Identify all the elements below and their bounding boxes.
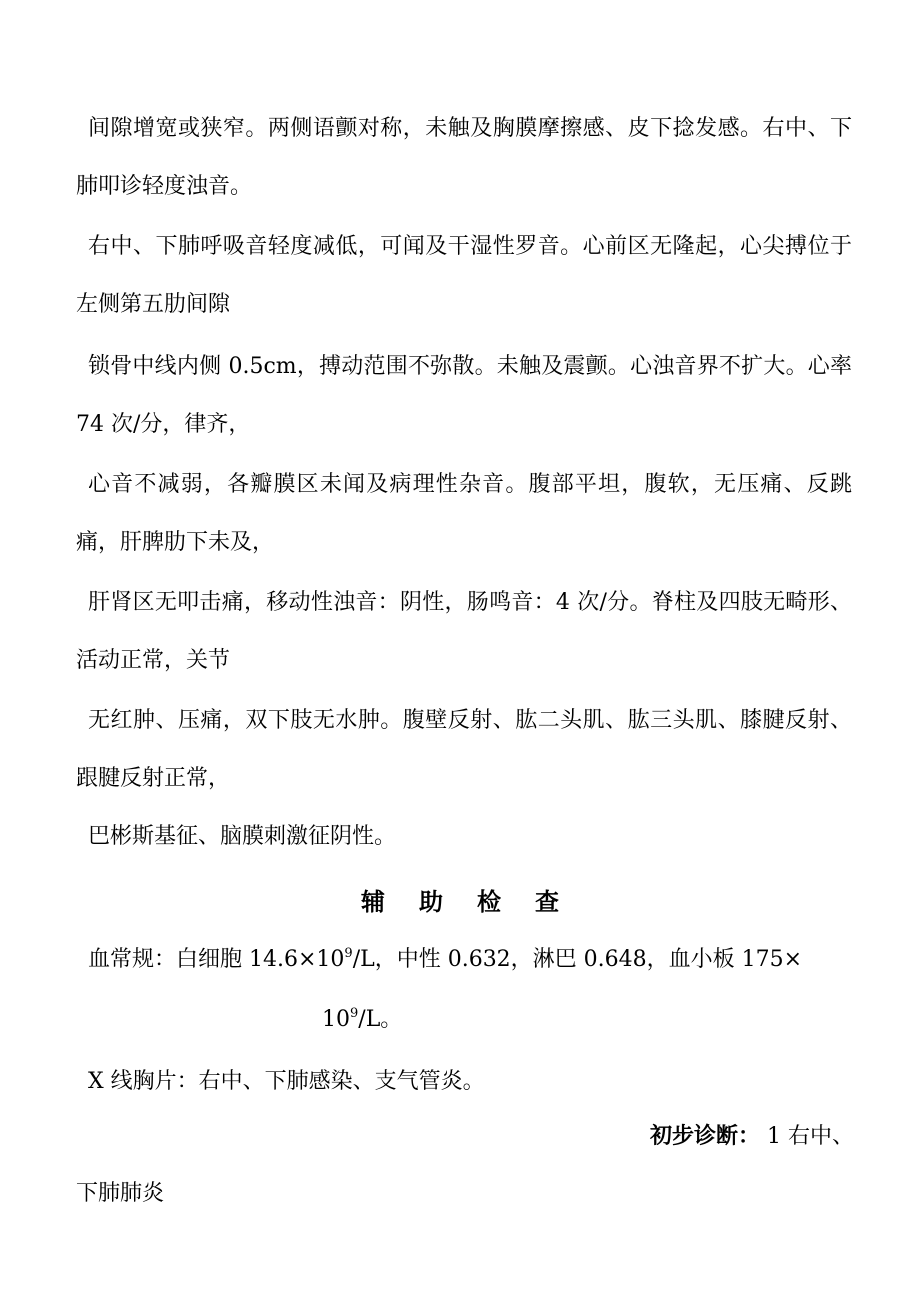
section-heading-auxiliary-exam: 辅助检查 [361, 887, 593, 916]
blood-text-b: /L，中性 0.632，淋巴 0.648，血小板 175× [352, 947, 803, 972]
exam-paragraph-heart-sound: 心音不减弱，各瓣膜区未闻及病理性杂音。腹部平坦，腹软，无压痛、反跳痛，肝脾肋下未及， [76, 472, 852, 555]
diagnosis-label: 初步诊断： [650, 1123, 761, 1149]
blood-text-d: /L。 [358, 1007, 403, 1032]
exam-paragraph-chest: 间隙增宽或狭窄。两侧语颤对称，未触及胸膜摩擦感、皮下捻发感。右中、下肺叩诊轻度浊音。 [76, 116, 852, 199]
blood-exponent-b: 9 [350, 1006, 359, 1021]
diagnosis-continuation: 下肺肺炎 [76, 1181, 165, 1206]
exam-paragraph-neuro: 巴彬斯基征、脑膜刺激征阴性。 [88, 824, 397, 849]
preliminary-diagnosis [650, 1106, 854, 1167]
exam-paragraph-heart-position: 锁骨中线内侧 0.5cm，搏动范围不弥散。未触及震颤。心浊音界不扩大。心率 74 次/分，律齐， [76, 354, 852, 437]
exam-paragraph-liver-kidney: 肝肾区无叩击痛，移动性浊音：阴性，肠鸣音：4 次/分。脊柱及四肢无畸形、活动正常，关节 [76, 590, 852, 673]
blood-routine-line [88, 930, 858, 990]
blood-text-a: 血常规：白细胞 14.6×10 [88, 947, 345, 972]
exam-paragraph-limbs: 无红肿、压痛，双下肢无水肿。腹壁反射、肱二头肌、肱三头肌、膝腱反射、跟腱反射正常， [76, 708, 852, 791]
exam-paragraph-breath: 右中、下肺呼吸音轻度减低，可闻及干湿性罗音。心前区无隆起，心尖搏位于左侧第五肋间隙 [76, 234, 852, 317]
diagnosis-text: 1 右中、 [760, 1124, 854, 1149]
blood-routine-line-2 [322, 990, 402, 1050]
xray-result: X 线胸片：右中、下肺感染、支气管炎。 [88, 1069, 485, 1094]
blood-exponent-a: 9 [344, 946, 353, 961]
blood-text-c: 10 [322, 1007, 350, 1032]
